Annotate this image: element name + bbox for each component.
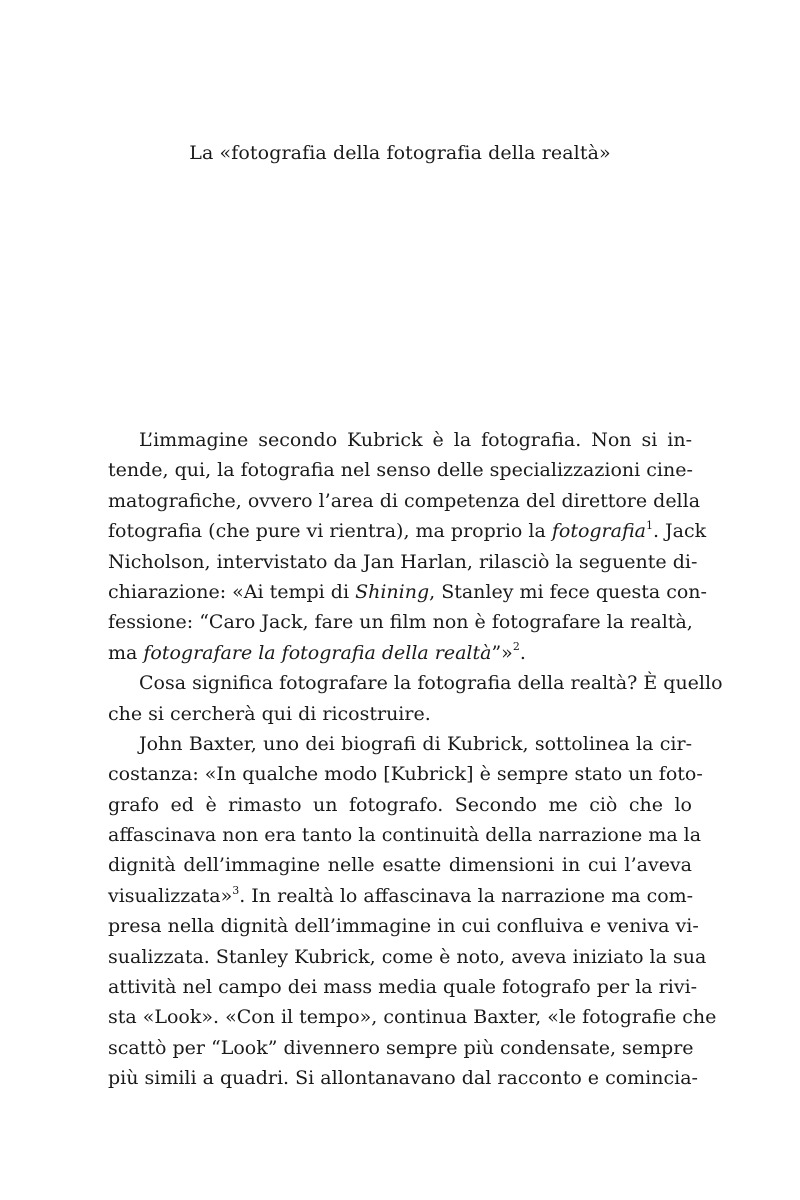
- text-line: [108, 1033, 692, 1063]
- body-text: [108, 425, 723, 1094]
- text-segment: Nicholson, intervistato da Jan Harlan, rilasciò la seguente di-: [108, 550, 698, 573]
- text-segment: costanza: «In qualche modo [Kubrick] è sempre stato un foto-: [108, 763, 703, 786]
- text-segment: sualizzata. Stanley Kubrick, come è noto, aveva iniziato la sua: [108, 945, 707, 968]
- text-segment: attività nel campo dei mass media quale fotografo per la rivi-: [108, 976, 698, 999]
- chapter-title: La «fotografia della fotografia della realtà»: [189, 142, 611, 164]
- text-segment: matografiche, ovvero l’area di competenza del direttore della: [108, 489, 701, 512]
- text-line: [108, 759, 703, 789]
- text-line: [108, 820, 702, 850]
- footnote-marker: 3: [232, 883, 240, 897]
- text-line: [108, 547, 698, 577]
- text-segment: fotografia (che pure vi rientra), ma proprio la: [108, 520, 552, 543]
- text-line: [108, 1002, 717, 1032]
- text-segment: dignità dell’immagine nelle esatte dimensioni in cui l’aveva: [108, 854, 692, 877]
- italic-text: fotografia: [551, 520, 646, 543]
- text-segment: affascinava non era tanto la continuità della narrazione ma la: [108, 824, 702, 847]
- italic-text: fotografare la fotografia della realtà: [143, 641, 492, 664]
- footnote-marker: 2: [512, 640, 520, 654]
- text-line: [108, 638, 692, 668]
- text-segment: presa nella dignità dell’immagine in cui confluiva e veniva vi-: [108, 915, 699, 938]
- text-line: [108, 699, 692, 729]
- footnote-marker: 1: [645, 518, 653, 532]
- text-line: [108, 577, 707, 607]
- text-segment: , Stanley mi fece questa con-: [429, 580, 707, 603]
- text-line: [108, 607, 692, 637]
- text-segment: più simili a quadri. Si allontanavano dal racconto e comincia-: [108, 1067, 698, 1090]
- text-line: [108, 911, 699, 941]
- text-line: [108, 516, 707, 546]
- text-segment: ”»: [491, 641, 513, 664]
- text-segment: che si cercherà qui di ricostruire.: [108, 702, 431, 725]
- text-line: [108, 881, 692, 911]
- text-segment: .: [519, 641, 526, 664]
- text-segment: scattò per “Look” divennero sempre più condensate, sempre: [108, 1036, 694, 1059]
- text-line: [108, 668, 723, 698]
- text-segment: tende, qui, la fotografia nel senso delle specializzazioni cine-: [108, 459, 693, 482]
- text-line: [108, 972, 698, 1002]
- text-line: [108, 455, 692, 485]
- text-line: [108, 1063, 698, 1093]
- text-segment: grafo ed è rimasto un fotografo. Secondo me ciò che lo: [108, 793, 692, 816]
- text-line: [108, 729, 692, 759]
- text-segment: fessione: “Caro Jack, fare un film non è fotografare la realtà,: [108, 611, 693, 634]
- text-segment: L’immagine secondo Kubrick è la fotografia. Non si in-: [139, 429, 692, 451]
- text-segment: chiarazione: «Ai tempi di: [108, 580, 356, 603]
- italic-text: Shining: [355, 580, 430, 603]
- text-segment: John Baxter, uno dei biografi di Kubrick, sottolinea la cir-: [139, 732, 692, 755]
- text-line: [108, 790, 692, 820]
- text-line: [108, 942, 707, 972]
- text-line: [108, 425, 692, 455]
- text-line: [108, 486, 701, 516]
- text-segment: visualizzata»: [108, 884, 233, 907]
- text-segment: . In realtà lo affascinava la narrazione ma com-: [239, 884, 694, 907]
- text-segment: ma: [108, 641, 144, 664]
- text-segment: sta «Look». «Con il tempo», continua Baxter, «le fotografie che: [108, 1006, 717, 1029]
- text-line: [108, 850, 692, 880]
- text-segment: Cosa significa fotografare la fotografia della realtà? È quello: [139, 672, 723, 695]
- text-segment: . Jack: [652, 520, 707, 543]
